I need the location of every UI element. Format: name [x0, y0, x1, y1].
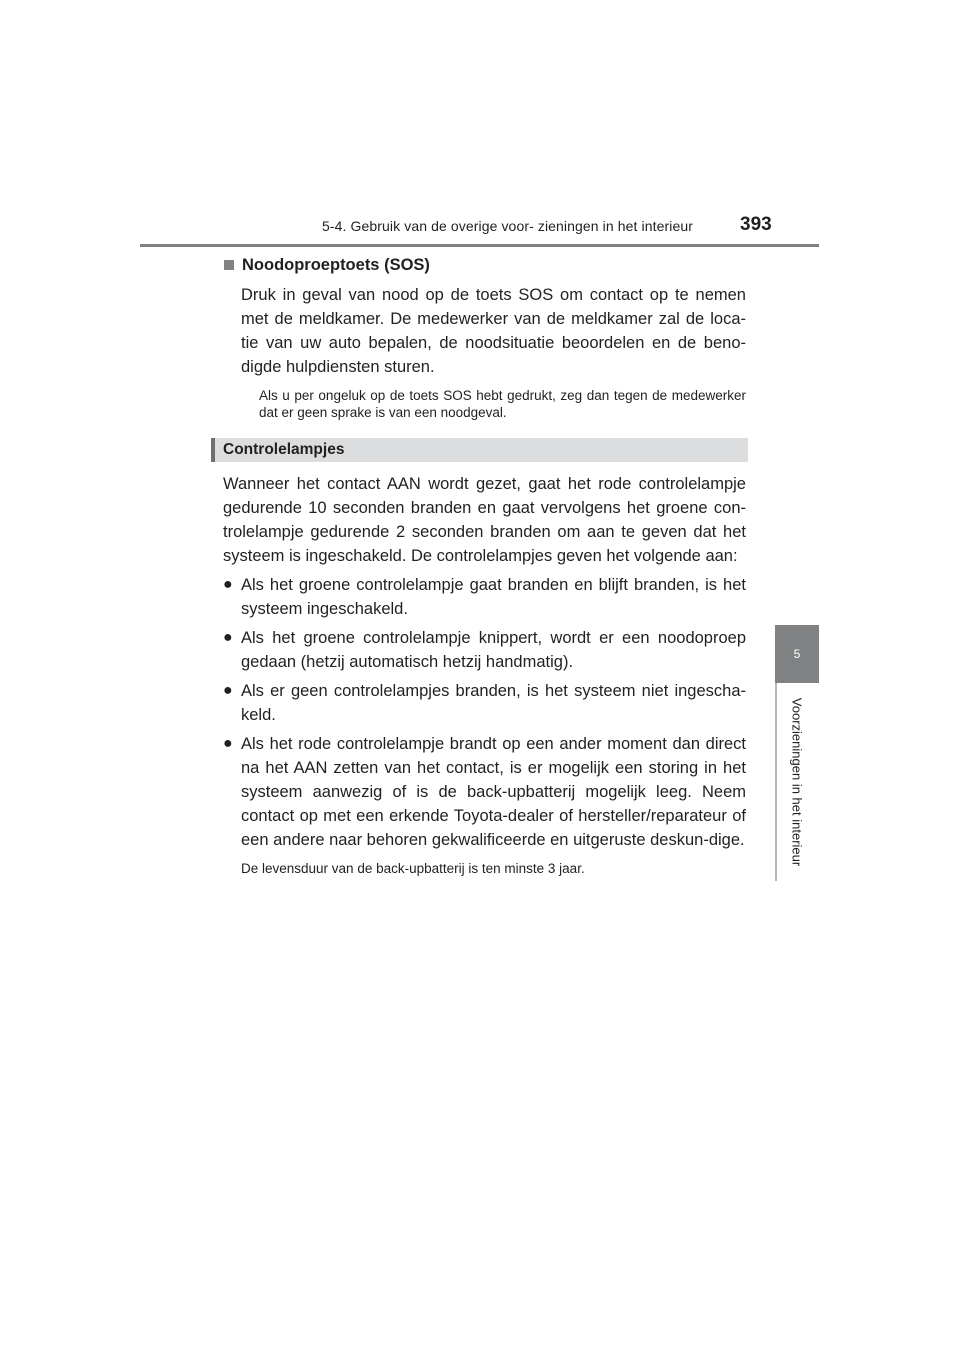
header-rule — [140, 244, 819, 247]
lamps-note: De levensduur van de back-upbatterij is ten minste 3 jaar. — [241, 861, 585, 876]
list-item — [223, 679, 746, 727]
sos-heading — [223, 253, 746, 277]
list-item — [223, 573, 746, 621]
bullet-icon: ● — [223, 576, 233, 593]
lamps-heading: Controlelampjes — [223, 441, 345, 458]
sos-body: Druk in geval van nood op de toets SOS om contact op te nemen met de meldkamer. De medewerker van de meldkamer zal de loca-tie van uw auto bepalen, de noodsituatie beoordelen en de beno-digde hulpdiensten sturen. — [241, 286, 746, 376]
page-content — [223, 253, 746, 877]
list-item-text: Als het groene controlelampje gaat branden en blijft branden, is het systeem ingeschakeld. — [241, 576, 746, 618]
sos-note: Als u per ongeluk op de toets SOS hebt gedrukt, zeg dan tegen de medewerker dat er geen sprake is van een noodgeval. — [259, 388, 746, 420]
bullet-icon: ● — [223, 629, 233, 646]
page-number: 393 — [740, 214, 772, 235]
bullet-icon: ● — [223, 682, 233, 699]
lamps-bullet-list — [223, 568, 746, 852]
list-item-text: Als er geen controlelampjes branden, is het systeem niet ingescha-keld. — [241, 682, 746, 724]
list-item — [223, 626, 746, 674]
sos-heading-text: Noodoproeptoets (SOS) — [242, 256, 430, 274]
lamps-section-bar — [211, 438, 748, 462]
list-item — [223, 732, 746, 852]
list-item-text: Als het groene controlelampje knippert, wordt er een noodoproep gedaan (hetzij automatisch hetzij handmatig). — [241, 629, 746, 671]
chapter-tab[interactable] — [775, 625, 819, 683]
chapter-tab-number: 5 — [793, 647, 801, 661]
square-bullet-icon — [224, 260, 234, 270]
chapter-side-label: Voorzieningen in het interieur — [789, 697, 805, 867]
lamps-intro: Wanneer het contact AAN wordt gezet, gaat het rode controlelampje gedurende 10 seconden branden en gaat vervolgens het groene con-trolelampje gedurende 2 seconden branden om aan te geven dat het systeem is ingeschakeld. De controlelampjes geven het volgende aan: — [223, 475, 746, 565]
header-section-title: 5-4. Gebruik van de overige voor- zieningen in het interieur — [322, 218, 693, 234]
list-item-text: Als het rode controlelampje brandt op een ander moment dan direct na het AAN zetten van het contact, is er mogelijk een storing in het systeem aanwezig of is de back-upbatterij mogelijk leeg. Neem contact op met een erkende Toyota-dealer of hersteller/reparateur of een andere naar behoren gekwalificeerde en uitgeruste deskun-dige. — [241, 735, 746, 849]
bullet-icon: ● — [223, 735, 233, 752]
